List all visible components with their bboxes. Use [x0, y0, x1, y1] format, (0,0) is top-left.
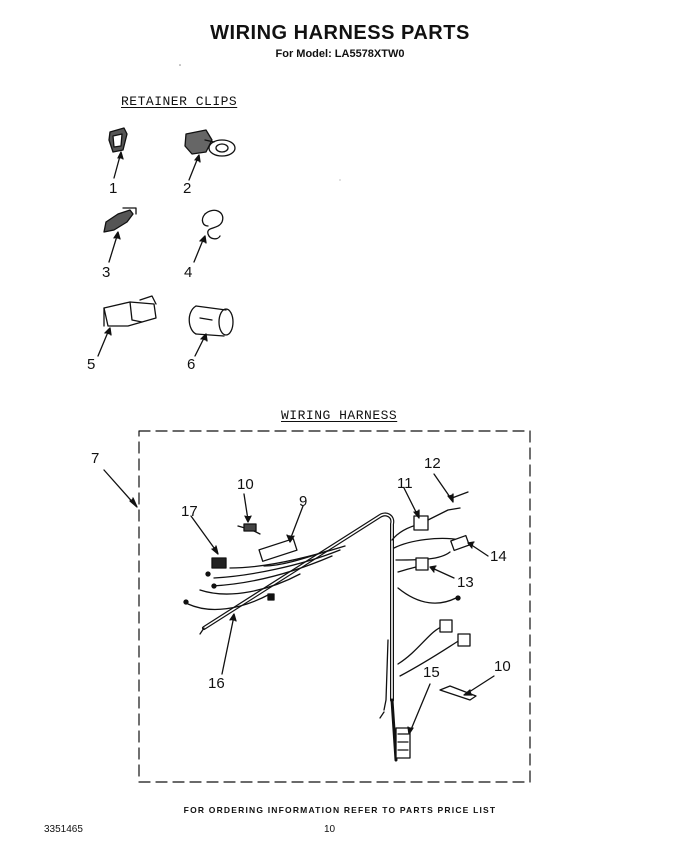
callout-9: 9	[299, 493, 308, 510]
retainer-clip-3-illustration	[104, 208, 136, 262]
callout-17: 17	[181, 503, 198, 520]
callout-13: 13	[457, 574, 474, 591]
callout-10-lower: 10	[494, 658, 511, 675]
retainer-clip-1-illustration	[109, 128, 127, 178]
retainer-clip-2-illustration	[185, 130, 235, 180]
callout-16: 16	[208, 675, 225, 692]
wiring-harness-heading: WIRING HARNESS	[281, 408, 398, 423]
page-number: 10	[324, 824, 336, 835]
callout-15: 15	[423, 664, 440, 681]
model-subtitle: For Model: LA5578XTW0	[275, 48, 405, 60]
callout-2: 2	[183, 180, 192, 197]
wiring-harness-frame	[139, 431, 530, 782]
page-title: WIRING HARNESS PARTS	[210, 22, 470, 44]
callout-12: 12	[424, 455, 441, 472]
retainer-clips-heading: RETAINER CLIPS	[121, 94, 238, 109]
callout-6: 6	[187, 356, 196, 373]
ordering-note: FOR ORDERING INFORMATION REFER TO PARTS PRICE LIST	[183, 805, 497, 815]
retainer-clip-5-illustration	[98, 296, 156, 356]
callout-7: 7	[91, 450, 100, 467]
wiring-harness-assembly	[184, 492, 476, 760]
document-number: 3351465	[44, 824, 83, 835]
callout-14: 14	[490, 548, 507, 565]
callout-10-upper: 10	[237, 476, 254, 493]
callout-4: 4	[184, 264, 193, 281]
callout-11: 11	[397, 475, 413, 492]
callout-3: 3	[102, 264, 111, 281]
retainer-clip-6-illustration	[189, 306, 233, 356]
callout-1: 1	[109, 180, 118, 197]
retainer-clip-4-illustration	[194, 210, 223, 262]
callout-5: 5	[87, 356, 96, 373]
